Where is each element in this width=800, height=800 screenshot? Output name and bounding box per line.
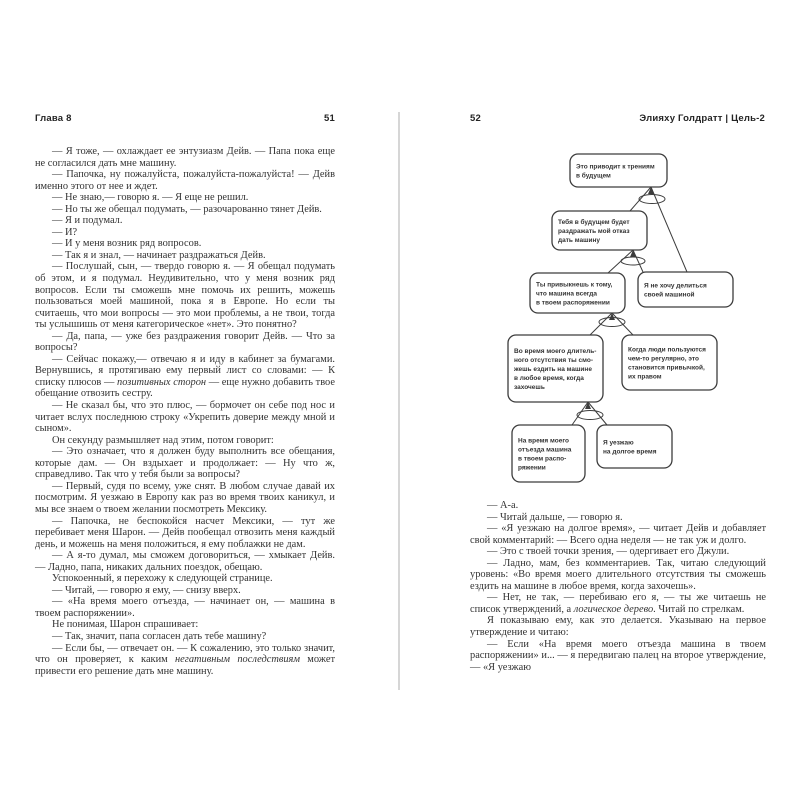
running-title: Элияху Голдратт | Цель-2 [639,113,765,124]
paragraph: Не понимая, Шарон спрашивает: [52,619,199,631]
diagram-box-label: Тебя в будущем будет [558,218,630,226]
paragraph: — Читай, — говорю я ему, — снизу вверх. [52,584,241,596]
diagram-box-you-get-used [530,273,625,313]
diagram-box-friction-future [570,154,667,187]
paragraph: — Не знаю,— говорю я. — Я еще не решил. [52,192,249,204]
causal-arrow-line [633,250,643,272]
diagram-box-label: в любое время, когда [514,374,584,382]
diagram-box-outline [512,425,585,482]
paragraph: Он секунду размышляет над этим, потом говорит: [52,434,274,446]
logic-tree-svg [500,148,745,492]
diagram-box-outline [638,272,733,307]
causal-arrow-line [588,402,607,425]
diagram-box-label: в твоем распоряжении [536,299,610,307]
and-connector-ellipse [639,195,665,204]
left-page-header [35,113,335,124]
diagram-box-label: отъезда машина [518,446,572,454]
paragraph: — Не сказал бы, что это плюс, — бормочет он себе под нос и читает вслух последнюю строку «Укрепить доверие между мной и сыном». [35,400,335,435]
paragraph: Успокоенный, я перехожу к следующей странице. [52,573,273,585]
paragraph: — А я-то думал, мы сможем договориться, — хмыкает Дейв. — Ладно, папа, никаких дальних поездок, обещаю. [35,550,335,573]
causal-arrow-line [651,187,687,272]
paragraph: — Первый, судя по всему, уже снят. В любом случае давай их посмотрим. Я уезжаю в Европу как раз во время твоих каникул, и мы все знаем о твоем желании посмотреть Мексику. [35,480,335,515]
diagram-box-label: ряжении [518,464,546,472]
diagram-box-refusal-irritates [552,211,647,250]
diagram-box-label: Ты привыкнешь к тому, [536,281,613,289]
logic-tree-diagram [500,148,745,497]
right-page-text [470,500,766,673]
paragraph: — Это с твоей точки зрения, — одергивает его Джули. [487,546,730,558]
paragraph: — Сейчас покажу,— отвечаю я и иду в кабинет за бумагами. Вернувшись, я протягиваю ему первый лист со словами: — К списку плюсов — позитивных сторон — еще нужно добавить твое обещание отвозить сестру. [35,353,335,400]
and-connector-ellipse [621,257,645,265]
paragraph: — И? [52,226,78,238]
paragraph: — Нет, не так, — перебиваю его я, — ты же читаешь не список утверждений, а логическое дерево. Читай по стрелкам. [470,592,766,615]
causal-arrow-line [630,187,651,211]
diagram-box-label: их правом [628,373,662,381]
diagram-box-label: На время моего [518,437,569,445]
diagram-box-label: в будущем [576,172,611,180]
diagram-box-label: дать машину [558,236,601,244]
causal-arrow-line [612,313,633,335]
paragraph: — Послушай, сын, — твердо говорю я. — Я обещал подумать об этом, и я подумал. Неудивительно, что у меня возник ряд вопросов. Если ты сможешь мне помочь их решить, можешь пользоваться моей машиной, пока я в Европе. Но если ты считаешь, что мои вопросы — это мои проблемы, а не твои, тогда ты услышишь от меня категорическое «нет». Это понятно? [35,261,335,331]
paragraph: — Папочка, не беспокойся насчет Мексики, — тут же перебивает меня Шарон. — Дейв пообещал отвозить меня каждый день, и можешь на меня положиться, я ему поблажки не дам. [35,515,335,550]
diagram-box-label: на долгое время [603,448,657,456]
diagram-box-label: жешь ездить на машине [514,365,592,373]
paragraph: — Ладно, мам, без комментариев. Так, читаю следующий уровень: «Во время моего длительного отсутствия ты сможешь ездить на машине в любое время, когда захочешь». [470,557,766,592]
arrowhead-icon [609,313,615,320]
diagram-box-outline [622,335,717,390]
diagram-box-drive-anytime [508,335,603,402]
causal-arrow-line [572,402,588,425]
diagram-box-outline [597,425,672,468]
diagram-box-label: раздражать мой отказ [558,227,630,235]
paragraph: — «Я уезжаю на долгое время», — читает Дейв и добавляет свой комментарий: — Всего одна неделя — не так уж и долго. [470,523,766,546]
diagram-box-leaving-long [597,425,672,468]
diagram-box-car-at-disposal [512,425,585,482]
paragraph: — Да, папа, — уже без раздражения говорит Дейв. — Что за вопросы? [35,330,335,354]
paragraph: — И у меня возник ряд вопросов. [52,238,202,250]
right-page-header [470,113,765,124]
diagram-box-label: Я уезжаю [603,439,634,447]
paragraph: — Это означает, что я должен буду выполнить все обещания, которые дам. — Он вздыхает и продолжает: — Ну что ж, справедливо. Так что у тебя были за вопросы? [35,446,335,481]
diagram-box-label: Во время моего длитель- [514,347,597,355]
paragraph: — Но ты же обещал подумать, — разочарованно тянет Дейв. [52,203,322,215]
diagram-box-label: ного отсутствия ты смо- [514,356,594,364]
diagram-box-label: Это приводит к трениям [576,163,655,171]
paragraph: — А-а. [487,500,519,511]
diagram-box-outline [570,154,667,187]
paragraph: — Так, значит, папа согласен дать тебе машину? [52,630,267,642]
paragraph: — Папочка, ну пожалуйста, пожалуйста-пожалуйста! — Дейв именно этого от нее и ждет. [35,169,335,192]
left-page-text [35,146,335,677]
diagram-box-dont-want-share [638,272,733,307]
paragraph: — «На время моего отъезда, — начинает он, — машина в твоем распоряжении». [35,596,335,619]
paragraph: — Так я и знал, — начинает раздражаться Дейв. [52,249,266,261]
diagram-box-label: Я не хочу делиться [644,282,707,290]
page-gutter-line [398,112,400,690]
diagram-box-label: чем-то регулярно, это [628,355,699,363]
arrowhead-icon [648,187,654,194]
paragraph: Я показываю ему, как это делается. Указываю на первое утверждение и читаю: [470,615,766,639]
page-number-right: 52 [470,113,481,124]
diagram-box-label: в твоем распо- [518,455,567,463]
diagram-box-label: захочешь [514,383,545,391]
paragraph: — Я и подумал. [52,215,123,227]
paragraph: — Я тоже, — охлаждает ее энтузиазм Дейв. — Папа пока еще не согласился дать мне машину. [35,146,335,169]
diagram-box-habit-right [622,335,717,390]
paragraph: — Если «На время моего отъезда машина в твоем распоряжении» и... — я передвигаю палец на второе утверждение, — «Я уезжаю [470,638,766,673]
chapter-label: Глава 8 [35,113,72,124]
diagram-box-label: становится привычкой, [628,364,705,372]
page-number-left: 51 [324,113,335,124]
diagram-box-label: Когда люди пользуются [628,346,706,354]
causal-arrow-line [608,250,633,273]
diagram-box-label: что машина всегда [536,290,598,298]
diagram-box-label: своей машиной [644,291,695,299]
paragraph: — Читай дальше, — говорю я. [487,511,623,523]
paragraph: — Если бы, — отвечает он. — К сожалению, это только значит, что он проверяет, к каким негативным последствиям может привести его решение дать мне машину. [35,642,335,677]
